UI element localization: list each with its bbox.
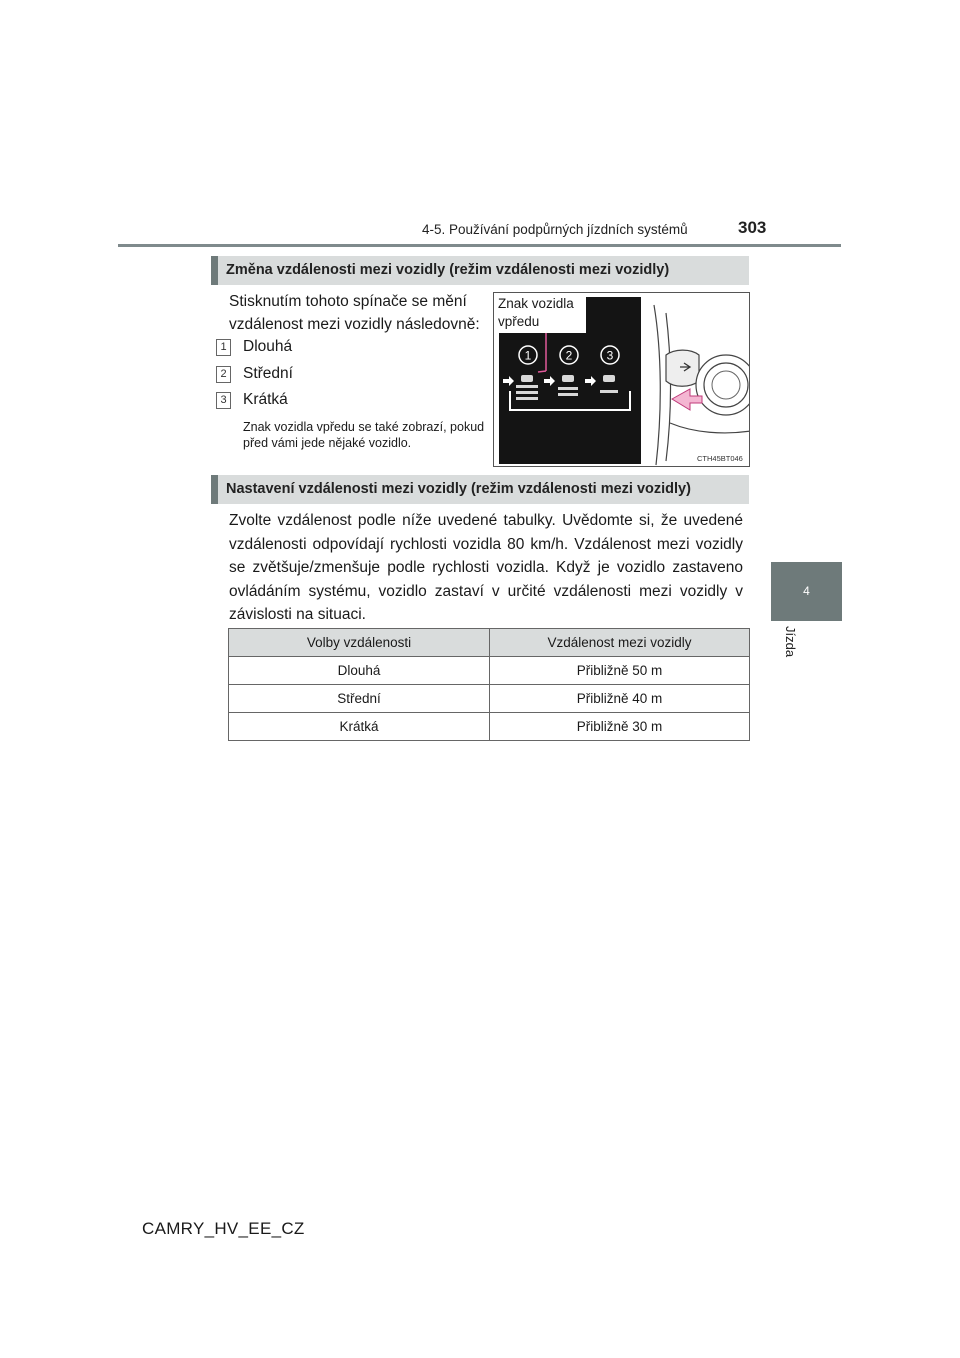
marker-circles — [519, 346, 619, 364]
table-cell: Střední — [229, 685, 490, 713]
running-header-section: 4-5. Používání podpůrných jízdních systémů — [422, 222, 688, 237]
item-label: Dlouhá — [243, 338, 293, 355]
table-row — [229, 713, 750, 741]
table-row — [229, 685, 750, 713]
chapter-tab — [771, 562, 842, 621]
chapter-number: 4 — [803, 584, 810, 598]
table-cell: Přibližně 30 m — [490, 713, 750, 741]
illustration-callout: Znak vozidla vpředu — [494, 293, 586, 333]
table-cell: Dlouhá — [229, 657, 490, 685]
table-cell: Přibližně 40 m — [490, 685, 750, 713]
body-paragraph: Zvolte vzdálenost podle níže uvedené tabulky. Uvědomte si, že uvedené vzdálenosti odpovídají rychlosti vozidla 80 km/h. Vzdálenost mezi vozidly se zvětšuje/zmenšuje podle rychlosti vozidla. Když je vozidlo zastaveno ovládáním systému, vozidlo zastaví v určité vzdálenosti mezi vozidly v závislosti na situaci. — [229, 512, 743, 623]
intro-line-2: vzdálenost mezi vozidly následovně: — [229, 316, 480, 333]
chapter-label-text: Jízda — [783, 626, 798, 658]
item-number-box: 2 — [216, 366, 231, 383]
section-heading-set-distance: Nastavení vzdálenosti mezi vozidly (režim vzdálenosti mezi vozidly) — [211, 475, 749, 504]
illustration-marker-1: 1 — [524, 348, 532, 363]
illustration-marker-3: 3 — [606, 348, 614, 363]
item-number-box: 1 — [216, 339, 231, 356]
table-header-row — [229, 629, 750, 657]
page-number: 303 — [738, 218, 767, 237]
table-header-cell: Vzdálenost mezi vozidly — [490, 629, 750, 657]
distance-table — [228, 628, 750, 741]
header-rule — [118, 244, 841, 247]
intro-line-1: Stisknutím tohoto spínače se mění — [229, 293, 467, 310]
table-cell: Přibližně 50 m — [490, 657, 750, 685]
item-label: Střední — [243, 365, 293, 382]
section-heading-change-distance: Změna vzdálenosti mezi vozidly (režim vzdálenosti mezi vozidly) — [211, 256, 749, 285]
table-row — [229, 657, 750, 685]
item-label: Krátká — [243, 391, 288, 408]
table-cell: Krátká — [229, 713, 490, 741]
note-text: Znak vozidla vpředu se také zobrazí, pokud před vámi jede nějaké vozidlo. — [243, 420, 485, 450]
item-number-box: 3 — [216, 392, 231, 409]
intro-text — [229, 290, 489, 336]
illustration-marker-2: 2 — [565, 348, 573, 363]
table-header-cell: Volby vzdálenosti — [229, 629, 490, 657]
illustration-code: CTH45BT046 — [697, 454, 743, 463]
chapter-label — [783, 626, 803, 686]
footer-doc-code: CAMRY_HV_EE_CZ — [142, 1219, 305, 1238]
